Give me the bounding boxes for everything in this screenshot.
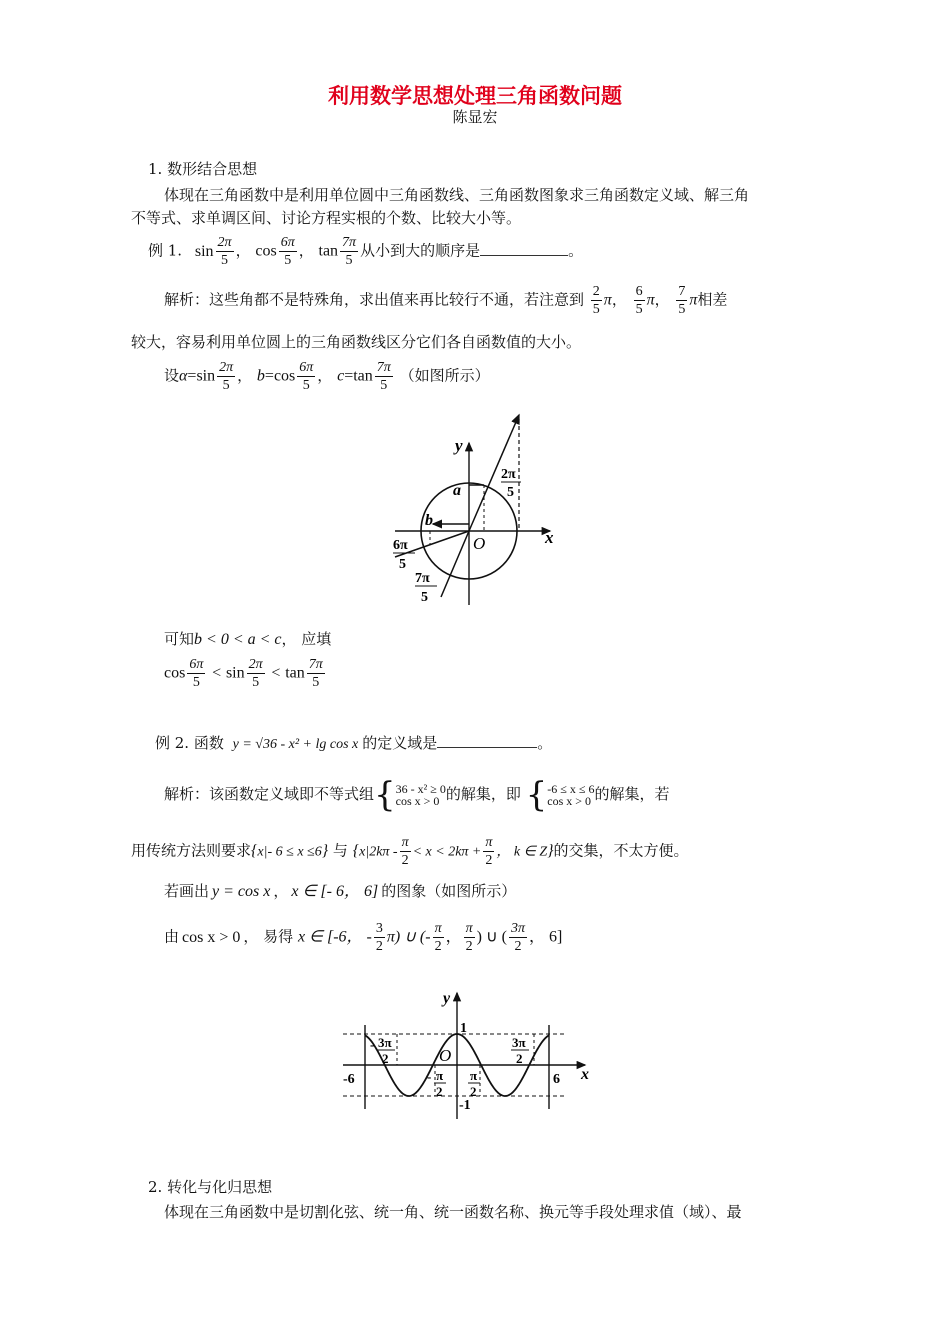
- example-1: 例 1. sin $\frac{2\pi}{5}$ ， cos $\frac{6\pi}{5}$ ， tan $\frac{7\pi}{5}$ 从小到大的顺序是 。: [148, 235, 584, 268]
- origin-label: O: [473, 534, 486, 553]
- solution-1-line2: 较大，容易利用单位圆上的三角函数线区分它们各自函数值的大小。: [131, 333, 582, 351]
- label-pi-2: π: [470, 1068, 478, 1083]
- svg-text:2: 2: [516, 1051, 523, 1066]
- svg-text:2: 2: [436, 1084, 443, 1099]
- svg-text:2: 2: [382, 1051, 389, 1066]
- label-5: 5: [507, 485, 514, 500]
- b-label: b: [425, 512, 433, 529]
- example-2: 例 2. 函数 y = √36 - x² + lg cos x 的定义域是 。: [155, 734, 553, 752]
- label-7pi: 7π: [415, 571, 430, 586]
- solution-2-line1: 解析：该函数定义域即不等式组{ 36 - x² ≥ 0 cos x > 0 的解集，即 { -6 ≤ x ≤ 6 cos x > 0 的解集，若: [164, 775, 670, 815]
- terminal-ray-7pi-5: [441, 531, 469, 597]
- cosine-graph-figure: [335, 985, 600, 1125]
- x-label: x: [581, 1066, 589, 1083]
- fraction: $\frac{2\pi}{5}$: [217, 235, 232, 268]
- solution-2-line4: 由 cos x > 0 ， 易得 x ∈ [-6， - $\frac{3}{2}$ π) ∪ (- $\frac{\pi}{2}$ ， $\frac{\pi}{2}$ ) ∪ ( $\frac{3\pi}{2}$ ， 6]: [164, 921, 563, 954]
- answer-blank: [437, 733, 537, 748]
- solution-2-line2: 用传统方法则要求{x|- 6 ≤ x ≤6} 与 {x|2kπ - $\frac{\pi}{2}$ < x < 2kπ + $\frac{\pi}{2}$ ， k ∈ Z}的交集，不太方便。: [131, 835, 689, 868]
- section-2-intro: 体现在三角函数中是切割化弦、统一角、统一函数名称、换元等手段处理求值（域）、最: [164, 1203, 742, 1221]
- label-3pi-2: 3π: [512, 1035, 526, 1050]
- label-5: 5: [421, 590, 428, 605]
- svg-text:2: 2: [470, 1084, 477, 1099]
- label-6pi: 6π: [393, 538, 408, 553]
- unit-circle-figure: [385, 405, 575, 605]
- answer-blank: [480, 241, 568, 256]
- y-label: y: [443, 990, 451, 1007]
- label-2pi: 2π: [501, 467, 516, 482]
- origin-label: O: [439, 1046, 452, 1065]
- section-2-heading: 2. 转化与化归思想: [148, 1178, 273, 1196]
- tick-neg1: -1: [459, 1098, 471, 1113]
- section-1-intro-line1: 体现在三角函数中是利用单位圆中三角函数线、三角函数图象求三角函数定义域、解三角: [164, 186, 750, 204]
- a-label: a: [453, 482, 461, 499]
- page-title: 利用数学思想处理三角函数问题: [328, 84, 622, 108]
- answer-line: cos $\frac{6\pi}{5}$ < sin $\frac{2\pi}{5}$ < tan $\frac{7\pi}{5}$: [164, 657, 323, 690]
- tick-neg6: -6: [343, 1072, 355, 1087]
- conclusion-line: 可知b < 0 < a < c， 应填: [164, 630, 332, 648]
- fraction: $\frac{6\pi}{5}$: [280, 235, 295, 268]
- solution-1-setup: 设α=sin $\frac{2\pi}{5}$ ， b=cos $\frac{6\pi}{5}$ ， c=tan $\frac{7\pi}{5}$ （如图所示）: [164, 360, 490, 393]
- svg-text:-: -: [427, 1069, 432, 1084]
- label-5: 5: [399, 557, 406, 572]
- y-label: y: [455, 436, 463, 455]
- section-1-heading: 1. 数形结合思想: [148, 160, 258, 178]
- solution-2-line3: 若画出 y = cos x ， x ∈ [- 6， 6] 的图象（如图所示）: [164, 882, 517, 900]
- x-label: x: [545, 528, 554, 547]
- fraction: $\frac{7\pi}{5}$: [342, 235, 357, 268]
- solution-1-line1: 解析：这些角都不是特殊角，求出值来再比较行不通，若注意到 $\frac{2}{5}$ π， $\frac{6}{5}$ π， $\frac{7}{5}$ π相差: [164, 284, 728, 317]
- author: 陈显宏: [452, 108, 498, 126]
- svg-text:-: -: [370, 1037, 375, 1052]
- label-neg-3pi-2: 3π: [378, 1035, 392, 1050]
- section-1-intro-line2: 不等式、求单调区间、讨论方程实根的个数、比较大小等。: [131, 209, 522, 227]
- tick-1: 1: [460, 1021, 467, 1036]
- label-neg-pi-2: π: [436, 1068, 444, 1083]
- tick-6: 6: [553, 1072, 560, 1087]
